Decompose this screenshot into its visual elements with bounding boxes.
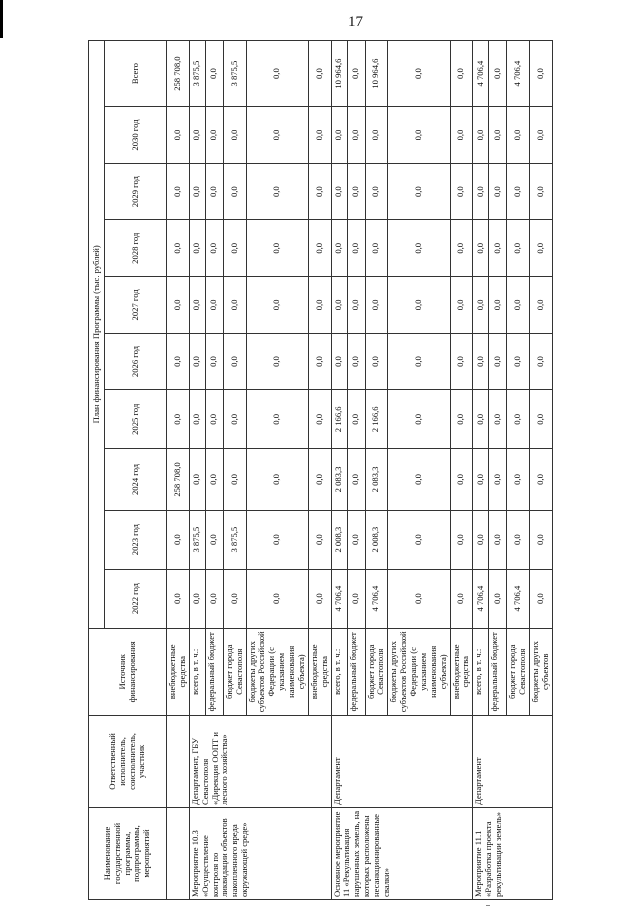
value-cell: 0,0 (223, 390, 246, 449)
value-cell: 10 964,6 (331, 41, 347, 107)
value-cell: 0,0 (205, 220, 223, 277)
value-cell: 0,0 (530, 569, 553, 628)
measure-name: Мероприятие 10.3 «Осуществление контроля по ликвидации объектов накопленного вреда окружающей среде» (189, 807, 331, 899)
value-cell: 0,0 (388, 449, 450, 510)
source-cell: внебюджетные средства (450, 628, 473, 715)
header-plan: План финансирования Программы (тыс. рублей) (89, 41, 105, 629)
value-cell: 0,0 (365, 333, 388, 390)
value-cell: 0,0 (388, 333, 450, 390)
value-cell: 0,0 (473, 220, 489, 277)
value-cell: 0,0 (530, 163, 553, 220)
value-cell: 2 083,3 (365, 449, 388, 510)
header-year: 2023 год (105, 510, 167, 569)
header-year: 2030 год (105, 107, 167, 164)
value-cell: 0,0 (489, 333, 507, 390)
value-cell: 0,0 (167, 333, 190, 390)
header-source: Источник финансирования (89, 628, 167, 715)
value-cell: 0,0 (347, 41, 365, 107)
measure-name: Основное мероприятие 11 «Рекультивация нарушенных земель, на которых расположены несанкционированные свалки» (331, 807, 473, 899)
source-cell: бюджет города Севастополя (507, 628, 530, 715)
value-cell: 0,0 (530, 449, 553, 510)
value-cell: 0,0 (189, 220, 205, 277)
value-cell: 0,0 (489, 107, 507, 164)
value-cell: 0,0 (308, 220, 331, 277)
value-cell: 0,0 (530, 277, 553, 334)
source-cell: федеральный бюджет (489, 628, 507, 715)
value-cell: 0,0 (167, 107, 190, 164)
value-cell: 0,0 (205, 333, 223, 390)
value-cell: 258 708,0 (167, 41, 190, 107)
value-cell: 0,0 (365, 163, 388, 220)
value-cell: 0,0 (530, 107, 553, 164)
value-cell: 0,0 (167, 277, 190, 334)
source-cell: федеральный бюджет (347, 628, 365, 715)
value-cell: 0,0 (473, 163, 489, 220)
value-cell: 0,0 (189, 107, 205, 164)
value-cell: 0,0 (489, 41, 507, 107)
value-cell: 0,0 (331, 333, 347, 390)
value-cell: 2 008,3 (331, 510, 347, 569)
value-cell: 0,0 (530, 510, 553, 569)
value-cell: 0,0 (388, 41, 450, 107)
value-cell: 0,0 (308, 569, 331, 628)
value-cell: 0,0 (489, 277, 507, 334)
value-cell: 0,0 (450, 390, 473, 449)
value-cell: 0,0 (347, 333, 365, 390)
value-cell: 0,0 (223, 220, 246, 277)
value-cell: 0,0 (205, 510, 223, 569)
source-cell: бюджет города Севастополя (223, 628, 246, 715)
header-year: 2027 год (105, 277, 167, 334)
value-cell: 0,0 (450, 107, 473, 164)
value-cell: 0,0 (388, 569, 450, 628)
value-cell: 0,0 (489, 163, 507, 220)
header-responsible: Ответственный исполнитель, соисполнитель, участник (89, 715, 167, 807)
value-cell: 0,0 (388, 163, 450, 220)
responsible-cell: Департамент, ГБУ Севастополя «Дирекция ООПТ и лесного хозяйства» (189, 715, 331, 807)
value-cell: 0,0 (308, 41, 331, 107)
value-cell: 0,0 (507, 510, 530, 569)
value-cell: 0,0 (308, 390, 331, 449)
value-cell: 4 706,4 (507, 569, 530, 628)
value-cell: 0,0 (450, 449, 473, 510)
value-cell: 0,0 (507, 449, 530, 510)
value-cell: 0,0 (530, 41, 553, 107)
header-name: Наименование государственной программы, подпрограммы, мероприятий (89, 807, 167, 899)
value-cell: 0,0 (223, 107, 246, 164)
value-cell: 0,0 (347, 163, 365, 220)
empty-cell (167, 807, 190, 899)
value-cell: 0,0 (331, 107, 347, 164)
value-cell: 0,0 (246, 220, 308, 277)
value-cell: 0,0 (489, 569, 507, 628)
value-cell: 0,0 (189, 333, 205, 390)
value-cell: 0,0 (507, 333, 530, 390)
value-cell: 0,0 (205, 107, 223, 164)
value-cell: 0,0 (489, 220, 507, 277)
value-cell: 2 008,3 (365, 510, 388, 569)
value-cell: 2 166,6 (331, 390, 347, 449)
value-cell: 0,0 (246, 569, 308, 628)
value-cell: 0,0 (205, 569, 223, 628)
rotated-page (88, 40, 598, 900)
value-cell: 0,0 (246, 510, 308, 569)
responsible-cell: Департамент (331, 715, 473, 807)
financing-table (88, 40, 553, 900)
value-cell: 0,0 (246, 390, 308, 449)
header-year: 2022 год (105, 569, 167, 628)
source-cell: федеральный бюджет (205, 628, 223, 715)
value-cell: 0,0 (388, 220, 450, 277)
value-cell: 0,0 (347, 277, 365, 334)
value-cell: 0,0 (223, 163, 246, 220)
value-cell: 0,0 (365, 107, 388, 164)
value-cell: 0,0 (365, 277, 388, 334)
source-cell: внебюджетные средства (308, 628, 331, 715)
header-year: 2025 год (105, 390, 167, 449)
empty-cell (167, 715, 190, 807)
value-cell: 0,0 (347, 510, 365, 569)
value-cell: 0,0 (167, 510, 190, 569)
value-cell: 0,0 (246, 333, 308, 390)
value-cell: 0,0 (530, 390, 553, 449)
value-cell: 0,0 (308, 333, 331, 390)
value-cell: 0,0 (331, 220, 347, 277)
value-cell: 0,0 (507, 390, 530, 449)
value-cell: 0,0 (167, 220, 190, 277)
value-cell: 0,0 (530, 220, 553, 277)
value-cell: 0,0 (308, 107, 331, 164)
value-cell: 0,0 (489, 390, 507, 449)
value-cell: 0,0 (507, 277, 530, 334)
value-cell: 0,0 (450, 333, 473, 390)
value-cell: 0,0 (388, 390, 450, 449)
source-cell: всего, в т. ч.: (473, 628, 489, 715)
value-cell: 4 706,4 (473, 569, 489, 628)
value-cell: 0,0 (205, 163, 223, 220)
value-cell: 0,0 (308, 449, 331, 510)
value-cell: 0,0 (365, 220, 388, 277)
value-cell: 0,0 (489, 449, 507, 510)
source-cell: бюджеты других субъектов (530, 628, 553, 715)
value-cell: 0,0 (347, 390, 365, 449)
value-cell: 0,0 (246, 41, 308, 107)
header-year: Всего (105, 41, 167, 107)
value-cell: 0,0 (205, 449, 223, 510)
value-cell: 0,0 (388, 107, 450, 164)
value-cell: 0,0 (450, 163, 473, 220)
value-cell: 0,0 (167, 163, 190, 220)
value-cell: 0,0 (530, 333, 553, 390)
source-cell: всего, в т. ч.: (189, 628, 205, 715)
value-cell: 0,0 (507, 163, 530, 220)
value-cell: 2 166,6 (365, 390, 388, 449)
value-cell: 0,0 (223, 277, 246, 334)
value-cell: 0,0 (167, 569, 190, 628)
value-cell: 0,0 (507, 107, 530, 164)
responsible-cell: Департамент (473, 715, 553, 807)
value-cell: 0,0 (347, 107, 365, 164)
header-year: 2029 год (105, 163, 167, 220)
value-cell: 0,0 (450, 510, 473, 569)
value-cell: 0,0 (450, 220, 473, 277)
value-cell: 0,0 (246, 107, 308, 164)
value-cell: 0,0 (205, 41, 223, 107)
value-cell: 0,0 (189, 277, 205, 334)
value-cell: 0,0 (473, 277, 489, 334)
value-cell: 0,0 (205, 390, 223, 449)
value-cell: 0,0 (473, 390, 489, 449)
value-cell: 0,0 (331, 163, 347, 220)
value-cell: 0,0 (246, 163, 308, 220)
value-cell: 2 083,3 (331, 449, 347, 510)
value-cell: 4 706,4 (507, 41, 530, 107)
value-cell: 0,0 (473, 333, 489, 390)
value-cell: 0,0 (347, 449, 365, 510)
source-cell: внебюджетные средства (167, 628, 190, 715)
value-cell: 0,0 (246, 277, 308, 334)
table-body (167, 41, 553, 900)
value-cell: 0,0 (189, 163, 205, 220)
value-cell: 0,0 (167, 390, 190, 449)
value-cell: 4 706,4 (365, 569, 388, 628)
value-cell: 0,0 (205, 277, 223, 334)
source-cell: бюджет города Севастополя (365, 628, 388, 715)
value-cell: 0,0 (507, 220, 530, 277)
value-cell: 0,0 (246, 449, 308, 510)
value-cell: 0,0 (189, 449, 205, 510)
value-cell: 0,0 (223, 333, 246, 390)
value-cell: 0,0 (473, 107, 489, 164)
source-cell: бюджеты других субъектов Российской Федерации (с указанием наименования субъекта) (246, 628, 308, 715)
value-cell: 3 875,5 (189, 41, 205, 107)
value-cell: 0,0 (331, 277, 347, 334)
value-cell: 0,0 (223, 569, 246, 628)
header-year: 2024 год (105, 449, 167, 510)
value-cell: 4 706,4 (473, 41, 489, 107)
value-cell: 3 875,5 (189, 510, 205, 569)
value-cell: 0,0 (189, 390, 205, 449)
value-cell: 0,0 (388, 510, 450, 569)
value-cell: 258 708,0 (167, 449, 190, 510)
value-cell: 0,0 (347, 569, 365, 628)
value-cell: 0,0 (450, 569, 473, 628)
value-cell: 4 706,4 (331, 569, 347, 628)
header-year: 2028 год (105, 220, 167, 277)
value-cell: 0,0 (450, 41, 473, 107)
header-year: 2026 год (105, 333, 167, 390)
page-number: 17 (348, 14, 363, 30)
value-cell: 0,0 (388, 277, 450, 334)
value-cell: 0,0 (189, 569, 205, 628)
value-cell: 0,0 (308, 277, 331, 334)
value-cell: 0,0 (223, 449, 246, 510)
value-cell: 10 964,6 (365, 41, 388, 107)
value-cell: 0,0 (450, 277, 473, 334)
measure-name: Мероприятие 11.1 «Разработка проекта рекультивации земель» (473, 807, 553, 899)
value-cell: 3 875,5 (223, 510, 246, 569)
scan-artifact (486, 905, 490, 906)
value-cell: 0,0 (489, 510, 507, 569)
value-cell: 3 875,5 (223, 41, 246, 107)
source-cell: всего, в т. ч.: (331, 628, 347, 715)
scan-margin-mark (0, 0, 3, 38)
value-cell: 0,0 (308, 163, 331, 220)
value-cell: 0,0 (308, 510, 331, 569)
value-cell: 0,0 (347, 220, 365, 277)
value-cell: 0,0 (473, 510, 489, 569)
source-cell: бюджеты других субъектов Российской Федерации (с указанием наименования субъекта) (388, 628, 450, 715)
value-cell: 0,0 (473, 449, 489, 510)
